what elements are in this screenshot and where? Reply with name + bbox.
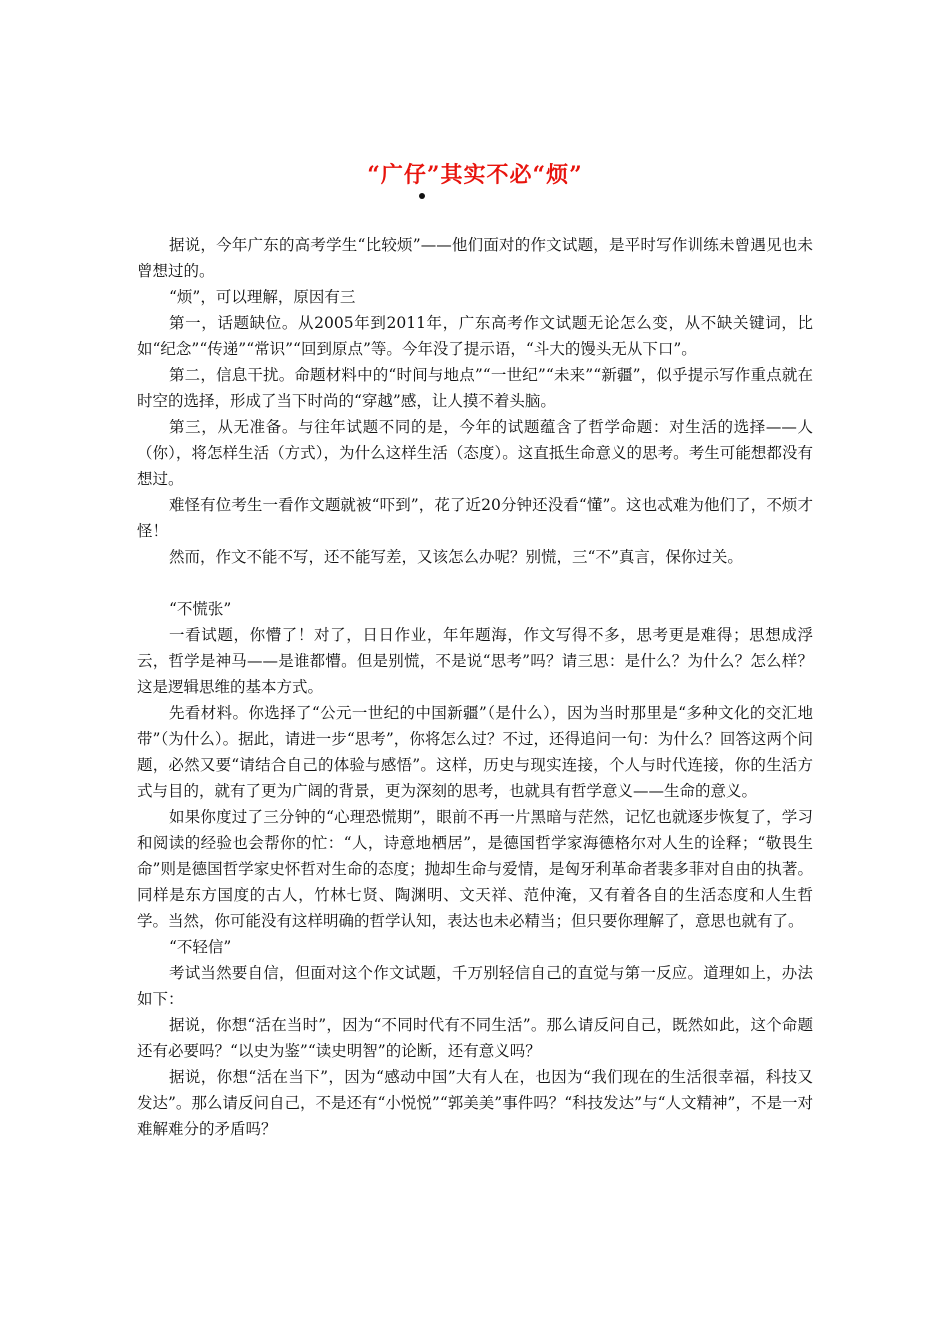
paragraph: 如果你度过了三分钟的“心理恐慌期”，眼前不再一片黑暗与茫然，记忆也就逐步恢复了，学习和阅读的经验也会帮你的忙：“人，诗意地栖居”，是德国哲学家海德格尔对人生的诠释；“敬畏生命”则是德国哲学家史怀哲对生命的态度；抛却生命与爱情，是匈牙利革命者裴多菲对自由的执著。同样是东方国度的古人，竹林七贤、陶渊明、文天祥、范仲淹，又有着各自的生活态度和人生哲学。当然，你可能没有这样明确的哲学认知，表达也未必精当；但只要你理解了，意思也就有了。: [137, 808, 813, 930]
document-title: “广仔”其实不必“烦”: [367, 162, 583, 188]
document-body: [137, 232, 813, 1142]
paragraph: 一看试题，你懵了！对了，日日作业，年年题海，作文写得不多，思考更是难得；思想成浮云，哲学是神马——是谁都懵。但是别慌，不是说“思考”吗？请三思：是什么？为什么？怎么样？这是逻辑思维的基本方式。: [137, 626, 813, 696]
paragraph: 第二，信息干扰。命题材料中的“时间与地点”“一世纪”“未来”“新疆”，似乎提示写作重点就在时空的选择，形成了当下时尚的“穿越”感，让人摸不着头脑。: [137, 366, 813, 410]
paragraph: 据说，你想“活在当时”，因为“不同时代有不同生活”。那么请反问自己，既然如此，这个命题还有必要吗？“以史为鉴”“读史明智”的论断，还有意义吗？: [137, 1016, 813, 1060]
paragraph: 据说，你想“活在当下”，因为“感动中国”大有人在，也因为“我们现在的生活很幸福，科技又发达”。那么请反问自己，不是还有“小悦悦”“郭美美”事件吗？“科技发达”与“人文精神”，不是一对难解难分的矛盾吗？: [137, 1068, 813, 1138]
paragraph: 考试当然要自信，但面对这个作文试题，千万别轻信自己的直觉与第一反应。道理如上，办法如下：: [137, 964, 813, 1008]
paragraph: 第三，从无准备。与往年试题不同的是，今年的试题蕴含了哲学命题：对生活的选择——人（你），将怎样生活（方式），为什么这样生活（态度）。这直抵生命意义的思考。考生可能想都没有想过。: [137, 418, 813, 488]
paragraph: “烦”，可以理解，原因有三: [169, 288, 356, 306]
paragraph: 难怪有位考生一看作文题就被“吓到”，花了近20分钟还没看“懂”。这也忒难为他们了，不烦才怪！: [137, 496, 813, 540]
bullet-dot: [419, 193, 425, 199]
paragraph: 然而，作文不能不写，还不能写差，又该怎么办呢？别慌，三“不”真言，保你过关。: [169, 548, 743, 566]
paragraph: 据说，今年广东的高考学生“比较烦”——他们面对的作文试题，是平时写作训练未曾遇见也未曾想过的。: [137, 236, 813, 280]
section-heading: “不慌张”: [169, 600, 232, 618]
paragraph: 第一，话题缺位。从2005年到2011年，广东高考作文试题无论怎么变，从不缺关键词，比如“纪念”“传递”“常识”“回到原点”等。今年没了提示语，“斗大的馒头无从下口”。: [137, 314, 813, 358]
section-heading: “不轻信”: [169, 938, 232, 956]
paragraph: 先看材料。你选择了“公元一世纪的中国新疆”（是什么），因为当时那里是“多种文化的交汇地带”（为什么）。据此，请进一步“思考”，你将怎么过？不过，还得追问一句：为什么？回答这两个问题，必然又要“请结合自己的体验与感悟”。这样，历史与现实连接，个人与时代连接，你的生活方式与目的，就有了更为广阔的背景，更为深刻的思考，也就具有哲学意义——生命的意义。: [137, 704, 813, 800]
